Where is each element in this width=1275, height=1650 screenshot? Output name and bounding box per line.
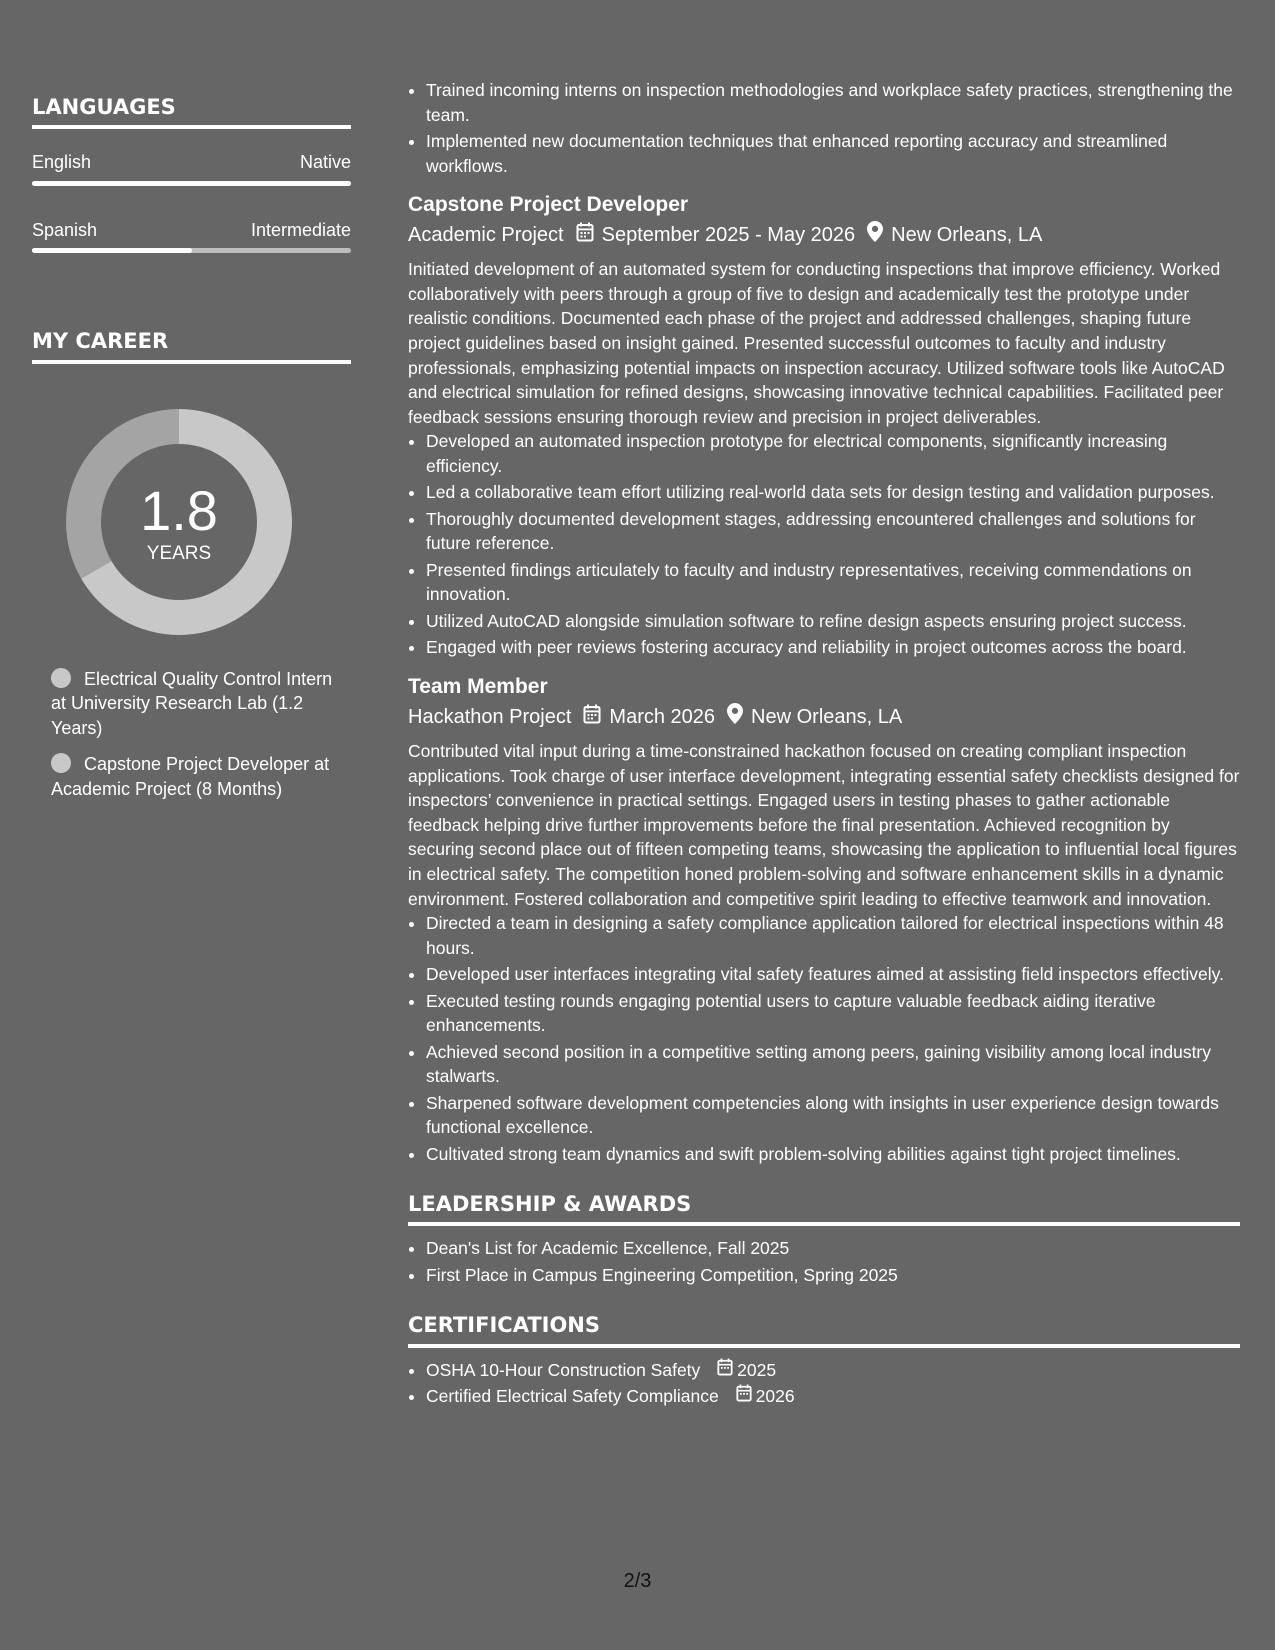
job-dates: March 2026 — [609, 706, 716, 729]
language-english — [32, 152, 351, 186]
leadership-item: • Dean's List for Academic Excellence, Fall 2025 — [426, 1236, 1240, 1261]
location-pin-icon — [727, 703, 743, 731]
certification-year: 2026 — [755, 1386, 795, 1407]
bullet-item: • Implemented new documentation techniques that enhanced reporting accuracy and streamlined workflows. — [426, 129, 1240, 178]
certifications-heading: CERTIFICATIONS — [408, 1313, 1240, 1347]
bullet-item: • Achieved second position in a competitive setting among peers, gaining visibility among local industry stalwarts. — [426, 1040, 1240, 1089]
leadership-item: • First Place in Campus Engineering Competition, Spring 2025 — [426, 1263, 1240, 1288]
calendar-icon — [583, 704, 601, 731]
sidebar — [32, 95, 351, 813]
job-entry-capstone — [408, 192, 1240, 660]
bullet-item: • Executed testing rounds engaging potential users to capture valuable feedback aiding iterative enhancements. — [426, 989, 1240, 1038]
job-bullets — [408, 429, 1240, 660]
location-pin-icon — [867, 221, 883, 249]
certification-item — [426, 1358, 1240, 1383]
bullet-item: • Cultivated strong team dynamics and swift problem-solving abilities against tight project timelines. — [426, 1142, 1240, 1167]
leadership-heading: LEADERSHIP & AWARDS — [408, 1192, 1240, 1226]
job-organization: Hackathon Project — [408, 706, 572, 729]
bullet-item: • Presented findings articulately to faculty and industry representatives, receiving commendations on innovation. — [426, 558, 1240, 607]
job-title: Team Member — [408, 674, 548, 698]
bullet-item: • Thoroughly documented development stages, addressing encountered challenges and solutions for future reference. — [426, 507, 1240, 556]
career-dot-icon — [51, 753, 71, 773]
language-name: Spanish — [32, 219, 98, 240]
language-proficiency-fill — [32, 181, 351, 186]
language-proficiency-bar — [32, 181, 351, 186]
job-meta — [408, 221, 1240, 249]
language-proficiency-fill — [32, 248, 192, 253]
job-location: New Orleans, LA — [751, 706, 903, 729]
job-organization: Academic Project — [408, 224, 564, 247]
certification-item — [426, 1384, 1240, 1409]
career-list — [32, 667, 351, 802]
page-number: 2/3 — [623, 1570, 652, 1592]
main-content — [408, 78, 1240, 1411]
job-title: Capstone Project Developer — [408, 193, 689, 216]
bullet-item: • Sharpened software development competencies along with insights in user experience design towards functional excellence. — [426, 1091, 1240, 1140]
certification-name: OSHA 10-Hour Construction Safety — [426, 1359, 701, 1380]
bullet-item: • Utilized AutoCAD alongside simulation software to refine design aspects ensuring project success. — [426, 609, 1240, 634]
job-entry-hackathon — [408, 674, 1240, 1166]
certifications-list — [408, 1358, 1240, 1409]
languages-heading: LANGUAGES — [32, 95, 351, 129]
certification-year: 2025 — [737, 1359, 777, 1380]
bullet-item: • Developed an automated inspection prototype for electrical components, significantly increasing efficiency. — [426, 429, 1240, 478]
language-proficiency-bar — [32, 248, 351, 253]
career-item: Electrical Quality Control Intern at University Research Lab (1.2 Years) — [51, 668, 333, 738]
calendar-icon — [576, 222, 594, 249]
career-total-unit: YEARS — [146, 542, 212, 564]
job-dates: September 2025 - May 2026 — [601, 224, 856, 247]
bullet-item: • Developed user interfaces integrating vital safety features aimed at assisting field inspectors effectively. — [426, 962, 1240, 987]
career-item: Capstone Project Developer at Academic Project (8 Months) — [51, 754, 330, 799]
career-dot-icon — [51, 668, 71, 688]
career-heading: MY CAREER — [32, 329, 351, 363]
career-total-years: 1.8 — [140, 478, 218, 542]
language-spanish — [32, 220, 351, 254]
calendar-icon — [717, 1358, 733, 1383]
leadership-list — [408, 1236, 1240, 1287]
bullet-item: • Engaged with peer reviews fostering accuracy and reliability in project outcomes across the board. — [426, 635, 1240, 660]
job-location: New Orleans, LA — [891, 224, 1043, 247]
previous-job-bullets — [408, 78, 1240, 178]
bullet-item: • Directed a team in designing a safety compliance application tailored for electrical inspections within 48 hours. — [426, 911, 1240, 960]
bullet-item: • Trained incoming interns on inspection methodologies and workplace safety practices, strengthening the team. — [426, 78, 1240, 127]
career-donut-chart — [64, 407, 294, 637]
language-level: Native — [299, 152, 351, 173]
job-description: Contributed vital input during a time-constrained hackathon focused on creating compliant inspection applications. Took charge of user interface development, integrating essential safety checklists designed for inspectors’ convenience in practical settings. Engaged users in testing phases to gather actionable feedback helping drive further improvements before the final presentation. Achieved recognition by securing second place out of fifteen competing teams, showcasing the application to influential local figures in electrical safety. The competition honed problem-solving and software enhancement skills in a dynamic environment. Fostered collaboration and competitive spirit leading to effective teamwork and innovation. — [408, 741, 1240, 909]
job-meta — [408, 703, 1240, 731]
certification-name: Certified Electrical Safety Compliance — [426, 1386, 719, 1407]
job-bullets — [408, 911, 1240, 1166]
calendar-icon — [736, 1384, 752, 1409]
language-level: Intermediate — [250, 219, 351, 240]
language-name: English — [32, 152, 92, 173]
job-description: Initiated development of an automated system for conducting inspections that improve efficiency. Worked collaboratively with peers through a group of five to design and academically test the prototype under realistic conditions. Documented each phase of the project and addressed challenges, shaping future project guidelines based on insight gained. Presented successful outcomes to faculty and industry professionals, emphasizing potential impacts on inspection accuracy. Utilized software tools like AutoCAD and electrical simulation for refined designs, showcasing innovative technical capabilities. Facilitated peer feedback sessions ensuring thorough review and precision in project deliverables. — [408, 259, 1225, 427]
bullet-item: • Led a collaborative team effort utilizing real-world data sets for design testing and validation purposes. — [426, 480, 1240, 505]
